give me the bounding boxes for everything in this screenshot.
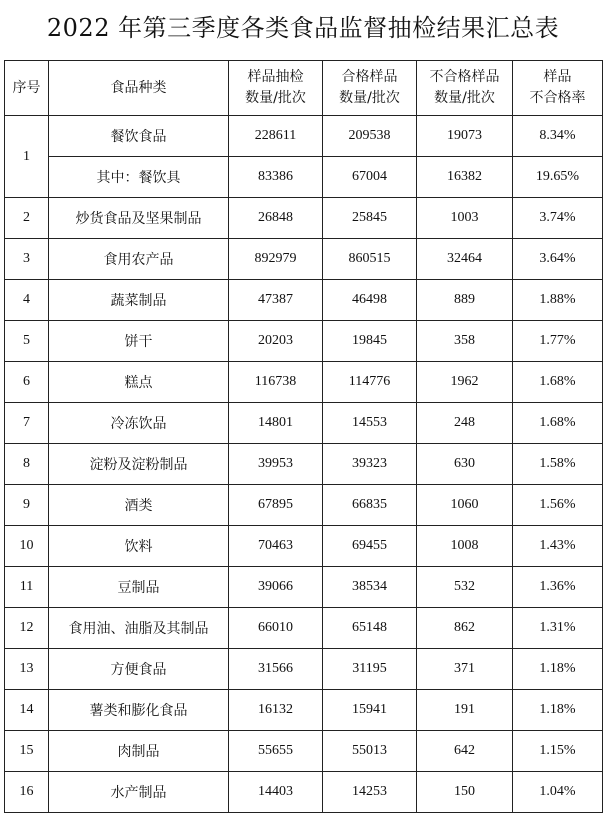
cell-seq: 3 xyxy=(5,239,49,280)
cell-sampled: 39953 xyxy=(229,444,323,485)
cell-seq: 7 xyxy=(5,403,49,444)
table-row xyxy=(5,649,603,690)
cell-rate: 1.31% xyxy=(513,608,603,649)
cell-seq: 6 xyxy=(5,362,49,403)
cell-rate: 1.58% xyxy=(513,444,603,485)
cell-passed: 31195 xyxy=(323,649,417,690)
table-row xyxy=(5,567,603,608)
cell-seq: 9 xyxy=(5,485,49,526)
cell-category: 淀粉及淀粉制品 xyxy=(49,444,229,485)
cell-category: 薯类和膨化食品 xyxy=(49,690,229,731)
cell-seq: 1 xyxy=(5,116,49,198)
cell-category: 糕点 xyxy=(49,362,229,403)
cell-failed: 642 xyxy=(417,731,513,772)
cell-rate: 8.34% xyxy=(513,116,603,157)
cell-sampled: 66010 xyxy=(229,608,323,649)
table-row xyxy=(5,772,603,813)
cell-sampled: 14403 xyxy=(229,772,323,813)
cell-seq: 2 xyxy=(5,198,49,239)
cell-sampled: 55655 xyxy=(229,731,323,772)
cell-failed: 1060 xyxy=(417,485,513,526)
cell-failed: 16382 xyxy=(417,157,513,198)
cell-rate: 19.65% xyxy=(513,157,603,198)
cell-passed: 19845 xyxy=(323,321,417,362)
cell-passed: 69455 xyxy=(323,526,417,567)
cell-category: 其中：餐饮具 xyxy=(49,157,229,198)
cell-sampled: 14801 xyxy=(229,403,323,444)
table-row xyxy=(5,403,603,444)
cell-passed: 65148 xyxy=(323,608,417,649)
cell-rate: 1.68% xyxy=(513,403,603,444)
cell-rate: 1.77% xyxy=(513,321,603,362)
cell-seq: 4 xyxy=(5,280,49,321)
cell-seq: 5 xyxy=(5,321,49,362)
cell-passed: 114776 xyxy=(323,362,417,403)
cell-failed: 1003 xyxy=(417,198,513,239)
cell-seq: 16 xyxy=(5,772,49,813)
cell-category: 饼干 xyxy=(49,321,229,362)
cell-rate: 1.18% xyxy=(513,690,603,731)
table-row xyxy=(5,280,603,321)
header-seq: 序号 xyxy=(5,61,49,116)
cell-category: 蔬菜制品 xyxy=(49,280,229,321)
cell-failed: 358 xyxy=(417,321,513,362)
table-header-row xyxy=(5,61,603,116)
cell-failed: 862 xyxy=(417,608,513,649)
cell-seq: 14 xyxy=(5,690,49,731)
table-row xyxy=(5,198,603,239)
cell-seq: 12 xyxy=(5,608,49,649)
cell-category: 酒类 xyxy=(49,485,229,526)
table-row xyxy=(5,157,603,198)
cell-sampled: 20203 xyxy=(229,321,323,362)
cell-sampled: 83386 xyxy=(229,157,323,198)
cell-passed: 15941 xyxy=(323,690,417,731)
cell-passed: 38534 xyxy=(323,567,417,608)
cell-seq: 15 xyxy=(5,731,49,772)
cell-failed: 371 xyxy=(417,649,513,690)
cell-sampled: 67895 xyxy=(229,485,323,526)
cell-failed: 1962 xyxy=(417,362,513,403)
cell-rate: 1.43% xyxy=(513,526,603,567)
header-category: 食品种类 xyxy=(49,61,229,116)
header-rate: 样品 不合格率 xyxy=(513,61,603,116)
header-sampled: 样品抽检 数量/批次 xyxy=(229,61,323,116)
cell-rate: 1.15% xyxy=(513,731,603,772)
cell-rate: 3.74% xyxy=(513,198,603,239)
cell-sampled: 16132 xyxy=(229,690,323,731)
cell-failed: 150 xyxy=(417,772,513,813)
cell-failed: 191 xyxy=(417,690,513,731)
cell-sampled: 31566 xyxy=(229,649,323,690)
cell-category: 肉制品 xyxy=(49,731,229,772)
table-row xyxy=(5,444,603,485)
cell-passed: 14553 xyxy=(323,403,417,444)
cell-rate: 1.04% xyxy=(513,772,603,813)
cell-category: 餐饮食品 xyxy=(49,116,229,157)
cell-rate: 1.68% xyxy=(513,362,603,403)
cell-seq: 8 xyxy=(5,444,49,485)
cell-sampled: 70463 xyxy=(229,526,323,567)
cell-category: 方便食品 xyxy=(49,649,229,690)
cell-rate: 1.18% xyxy=(513,649,603,690)
cell-rate: 1.56% xyxy=(513,485,603,526)
cell-failed: 889 xyxy=(417,280,513,321)
table-row xyxy=(5,690,603,731)
cell-failed: 1008 xyxy=(417,526,513,567)
cell-rate: 1.88% xyxy=(513,280,603,321)
table-row xyxy=(5,321,603,362)
cell-category: 饮料 xyxy=(49,526,229,567)
table-row xyxy=(5,731,603,772)
cell-passed: 55013 xyxy=(323,731,417,772)
cell-category: 食用油、油脂及其制品 xyxy=(49,608,229,649)
cell-category: 炒货食品及坚果制品 xyxy=(49,198,229,239)
cell-rate: 1.36% xyxy=(513,567,603,608)
table-row xyxy=(5,116,603,157)
cell-passed: 39323 xyxy=(323,444,417,485)
page-title: 2022 年第三季度各类食品监督抽检结果汇总表 xyxy=(46,14,560,42)
summary-table xyxy=(4,60,603,813)
cell-sampled: 116738 xyxy=(229,362,323,403)
table-row xyxy=(5,526,603,567)
cell-passed: 14253 xyxy=(323,772,417,813)
cell-passed: 46498 xyxy=(323,280,417,321)
cell-passed: 209538 xyxy=(323,116,417,157)
cell-failed: 19073 xyxy=(417,116,513,157)
cell-sampled: 26848 xyxy=(229,198,323,239)
cell-sampled: 47387 xyxy=(229,280,323,321)
cell-passed: 25845 xyxy=(323,198,417,239)
cell-sampled: 39066 xyxy=(229,567,323,608)
cell-passed: 66835 xyxy=(323,485,417,526)
cell-failed: 630 xyxy=(417,444,513,485)
header-passed: 合格样品 数量/批次 xyxy=(323,61,417,116)
table-row xyxy=(5,485,603,526)
cell-passed: 860515 xyxy=(323,239,417,280)
cell-category: 水产制品 xyxy=(49,772,229,813)
table-row xyxy=(5,608,603,649)
table-row xyxy=(5,239,603,280)
cell-failed: 532 xyxy=(417,567,513,608)
table-body xyxy=(5,116,603,813)
cell-category: 豆制品 xyxy=(49,567,229,608)
cell-seq: 11 xyxy=(5,567,49,608)
cell-seq: 10 xyxy=(5,526,49,567)
cell-category: 食用农产品 xyxy=(49,239,229,280)
header-failed: 不合格样品 数量/批次 xyxy=(417,61,513,116)
cell-category: 冷冻饮品 xyxy=(49,403,229,444)
cell-rate: 3.64% xyxy=(513,239,603,280)
table-row xyxy=(5,362,603,403)
cell-seq: 13 xyxy=(5,649,49,690)
cell-failed: 248 xyxy=(417,403,513,444)
cell-sampled: 892979 xyxy=(229,239,323,280)
cell-sampled: 228611 xyxy=(229,116,323,157)
cell-failed: 32464 xyxy=(417,239,513,280)
cell-passed: 67004 xyxy=(323,157,417,198)
